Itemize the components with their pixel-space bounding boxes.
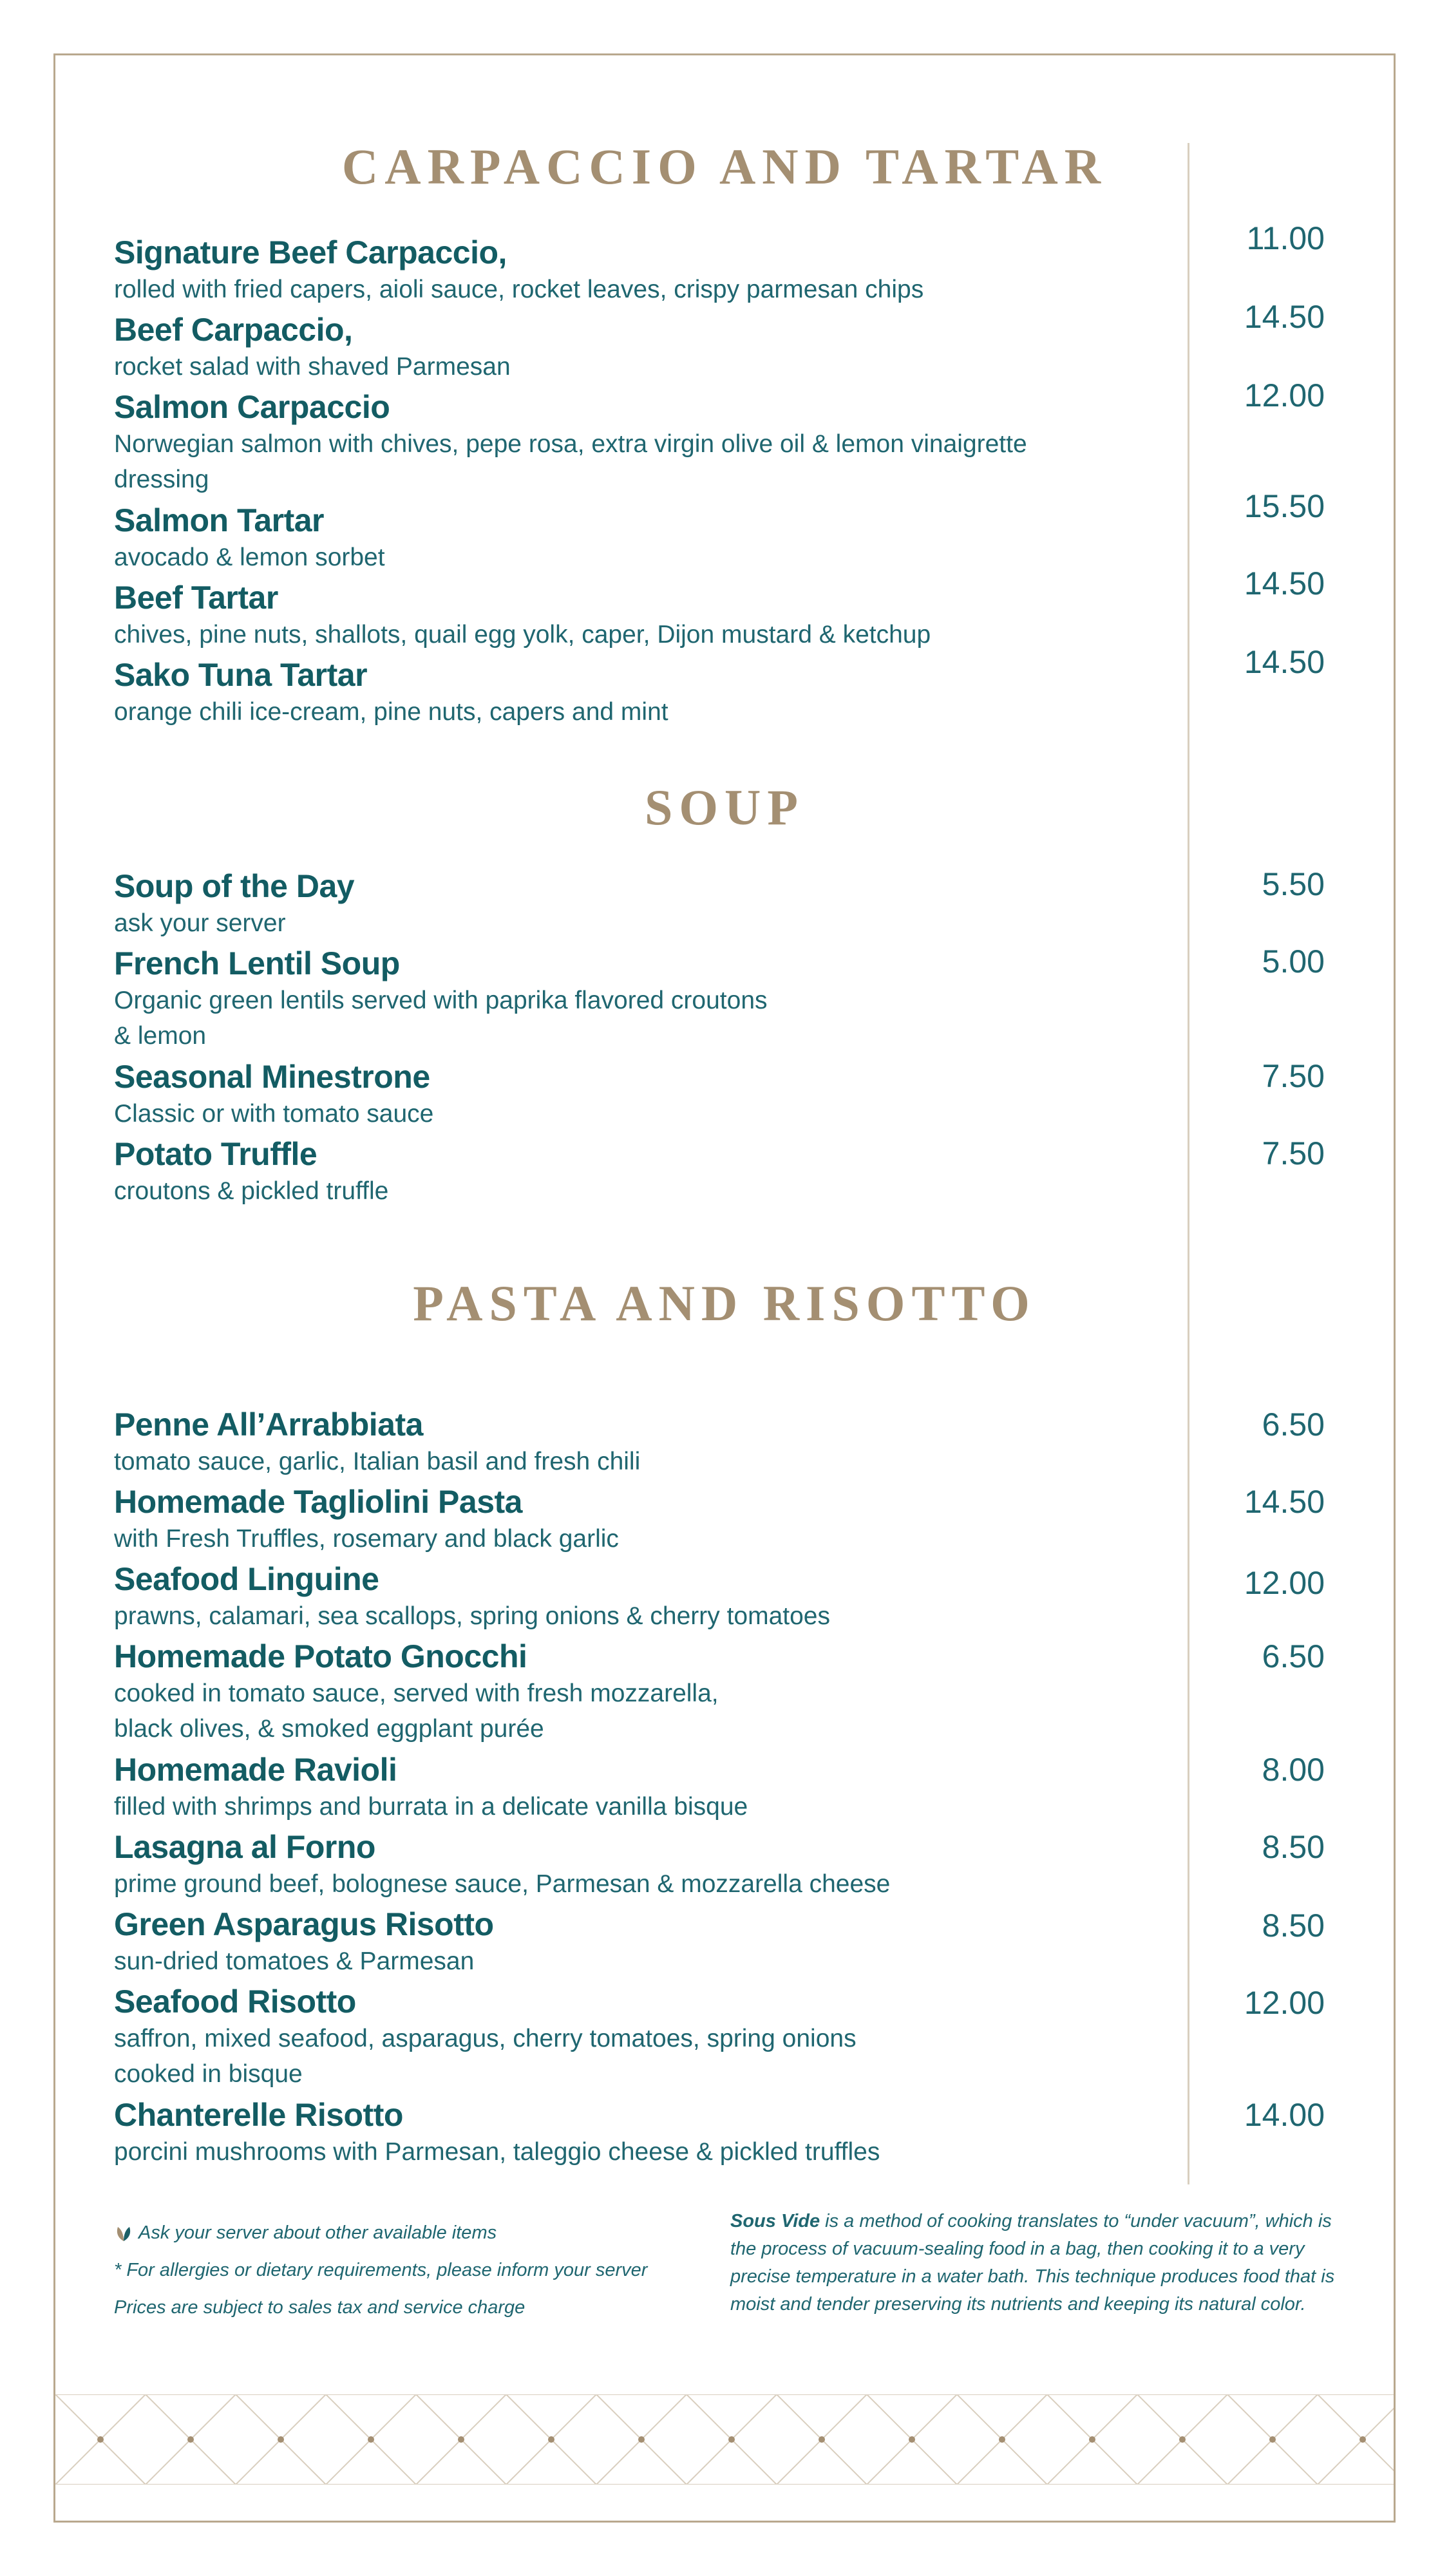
item-price: 8.50 <box>1262 1829 1325 1865</box>
item-name: Salmon Tartar <box>114 502 324 538</box>
menu-item <box>114 1405 1325 1479</box>
item-name: Homemade Ravioli <box>114 1752 397 1788</box>
item-name: Beef Tartar <box>114 580 278 616</box>
section-title-pasta-risotto: PASTA AND RISOTTO <box>413 1275 1036 1331</box>
item-name: Salmon Carpaccio <box>114 389 390 425</box>
item-description: with Fresh Truffles, rosemary and black garlic <box>114 1525 619 1553</box>
footer-notes <box>114 2214 694 2326</box>
item-description: rolled with fried capers, aioli sauce, rocket leaves, crispy parmesan chips <box>114 276 924 303</box>
item-name: Signature Beef Carpaccio, <box>114 234 507 270</box>
note-line: * For allergies or dietary requirements, please inform your server <box>114 2260 648 2280</box>
item-price: 5.00 <box>1262 943 1325 980</box>
item-name: Sako Tuna Tartar <box>114 657 368 693</box>
item-description: filled with shrimps and burrata in a delicate vanilla bisque <box>114 1793 748 1821</box>
menu-item <box>114 1482 1325 1557</box>
menu-item <box>114 565 1325 652</box>
item-description: prawns, calamari, sea scallops, spring onions & cherry tomatoes <box>114 1602 830 1630</box>
item-description: saffron, mixed seafood, asparagus, cherry tomatoes, spring onions cooked in bisque <box>114 2025 857 2088</box>
item-description: avocado & lemon sorbet <box>114 544 385 571</box>
note-line: Prices are subject to sales tax and service charge <box>114 2297 526 2318</box>
item-name: Homemade Tagliolini Pasta <box>114 1484 522 1520</box>
item-description: chives, pine nuts, shallots, quail egg yolk, caper, Dijon mustard & ketchup <box>114 621 931 649</box>
menu-item <box>114 1750 1325 1824</box>
item-description: croutons & pickled truffle <box>114 1177 389 1205</box>
menu-item <box>114 1560 1325 1634</box>
pattern-dot <box>1359 2436 1366 2443</box>
menu-item <box>114 1982 1325 2092</box>
item-description: Organic green lentils served with paprika flavored croutons & lemon <box>114 987 768 1050</box>
item-price: 8.00 <box>1262 1752 1325 1788</box>
item-name: Penne All’Arrabbiata <box>114 1406 423 1443</box>
menu-item <box>114 1828 1325 1902</box>
pattern-dot <box>1089 2436 1095 2443</box>
menu-item <box>114 944 1325 1054</box>
item-name: French Lentil Soup <box>114 945 400 981</box>
menu-item <box>114 1637 1325 1747</box>
pattern-dot <box>638 2436 645 2443</box>
item-price: 12.00 <box>1244 1565 1325 1601</box>
sous-vide-term: Sous Vide <box>730 2211 820 2231</box>
item-description: Norwegian salmon with chives, pepe rosa, extra virgin olive oil & lemon vinaigrette dressing <box>114 430 1027 493</box>
item-price: 14.50 <box>1244 644 1325 680</box>
decorative-border-pattern <box>55 2394 1394 2485</box>
item-name: Chanterelle Risotto <box>114 2097 403 2133</box>
item-name: Lasagna al Forno <box>114 1829 375 1865</box>
leaf-icon <box>114 2224 133 2243</box>
pattern-dot <box>999 2436 1005 2443</box>
item-name: Homemade Potato Gnocchi <box>114 1638 527 1674</box>
menu-item <box>114 488 1325 575</box>
item-description: porcini mushrooms with Parmesan, taleggio cheese & pickled truffles <box>114 2138 880 2166</box>
item-price: 5.50 <box>1262 866 1325 902</box>
sous-vide-note <box>730 2208 1337 2318</box>
pattern-dot <box>97 2436 104 2443</box>
menu-item <box>114 2096 1325 2170</box>
menu-item <box>114 867 1325 941</box>
pattern-dot <box>458 2436 464 2443</box>
item-price: 12.00 <box>1244 377 1325 413</box>
item-description: rocket salad with shaved Parmesan <box>114 353 511 381</box>
item-name: Seasonal Minestrone <box>114 1059 430 1095</box>
item-price: 6.50 <box>1262 1638 1325 1674</box>
item-name: Potato Truffle <box>114 1136 317 1172</box>
pattern-dot <box>1179 2436 1186 2443</box>
item-price: 7.50 <box>1262 1058 1325 1094</box>
item-price: 12.00 <box>1244 1985 1325 2021</box>
menu-item <box>114 644 1325 730</box>
item-description: orange chili ice-cream, pine nuts, capers and mint <box>114 698 668 726</box>
item-price: 14.50 <box>1244 1484 1325 1520</box>
item-price: 14.00 <box>1244 2097 1325 2133</box>
item-name: Soup of the Day <box>114 868 355 904</box>
pattern-lines <box>55 2394 1394 2485</box>
menu-item <box>114 377 1325 497</box>
item-price: 14.50 <box>1244 299 1325 335</box>
item-description: Classic or with tomato sauce <box>114 1100 434 1128</box>
pattern-dot <box>187 2436 194 2443</box>
section-title-soup: SOUP <box>644 779 805 835</box>
pattern-dot <box>909 2436 915 2443</box>
sous-vide-text: is a method of cooking translates to “under vacuum”, which is the process of vacuum-sealing food in a bag, then cooking it to a very precise temperature in a water bath. This technique produces food that is moist and tender preserving its nutrients and keeping its natural color. <box>730 2211 1335 2315</box>
item-name: Green Asparagus Risotto <box>114 1906 494 1942</box>
pattern-dot <box>728 2436 735 2443</box>
item-name: Beef Carpaccio, <box>114 312 353 348</box>
item-price: 15.50 <box>1244 488 1325 524</box>
item-price: 7.50 <box>1262 1135 1325 1171</box>
pattern-dot <box>278 2436 284 2443</box>
note-text: Ask your server about other available items <box>138 2222 497 2243</box>
item-name: Seafood Risotto <box>114 1984 356 2020</box>
menu-item <box>114 1905 1325 1979</box>
pattern-dot <box>368 2436 374 2443</box>
item-description: tomato sauce, garlic, Italian basil and fresh chili <box>114 1448 641 1475</box>
pattern-dot <box>548 2436 554 2443</box>
pattern-dot <box>819 2436 825 2443</box>
item-description: ask your server <box>114 909 286 937</box>
item-price: 11.00 <box>1246 220 1325 256</box>
menu-item <box>114 220 1325 307</box>
menu-item <box>114 1135 1325 1209</box>
item-description: sun-dried tomatoes & Parmesan <box>114 1947 475 1975</box>
note-line <box>114 2214 694 2251</box>
section-title-carpaccio-tartar: CARPACCIO AND TARTAR <box>341 138 1108 194</box>
menu-item <box>114 299 1325 384</box>
item-name: Seafood Linguine <box>114 1561 379 1597</box>
item-price: 8.50 <box>1262 1908 1325 1944</box>
item-description: cooked in tomato sauce, served with fresh mozzarella, black olives, & smoked eggplant purée <box>114 1680 719 1743</box>
item-price: 6.50 <box>1262 1406 1325 1443</box>
item-price: 14.50 <box>1244 565 1325 601</box>
menu-item <box>114 1057 1325 1132</box>
item-description: prime ground beef, bolognese sauce, Parmesan & mozzarella cheese <box>114 1870 891 1898</box>
pattern-dot <box>1269 2436 1276 2443</box>
